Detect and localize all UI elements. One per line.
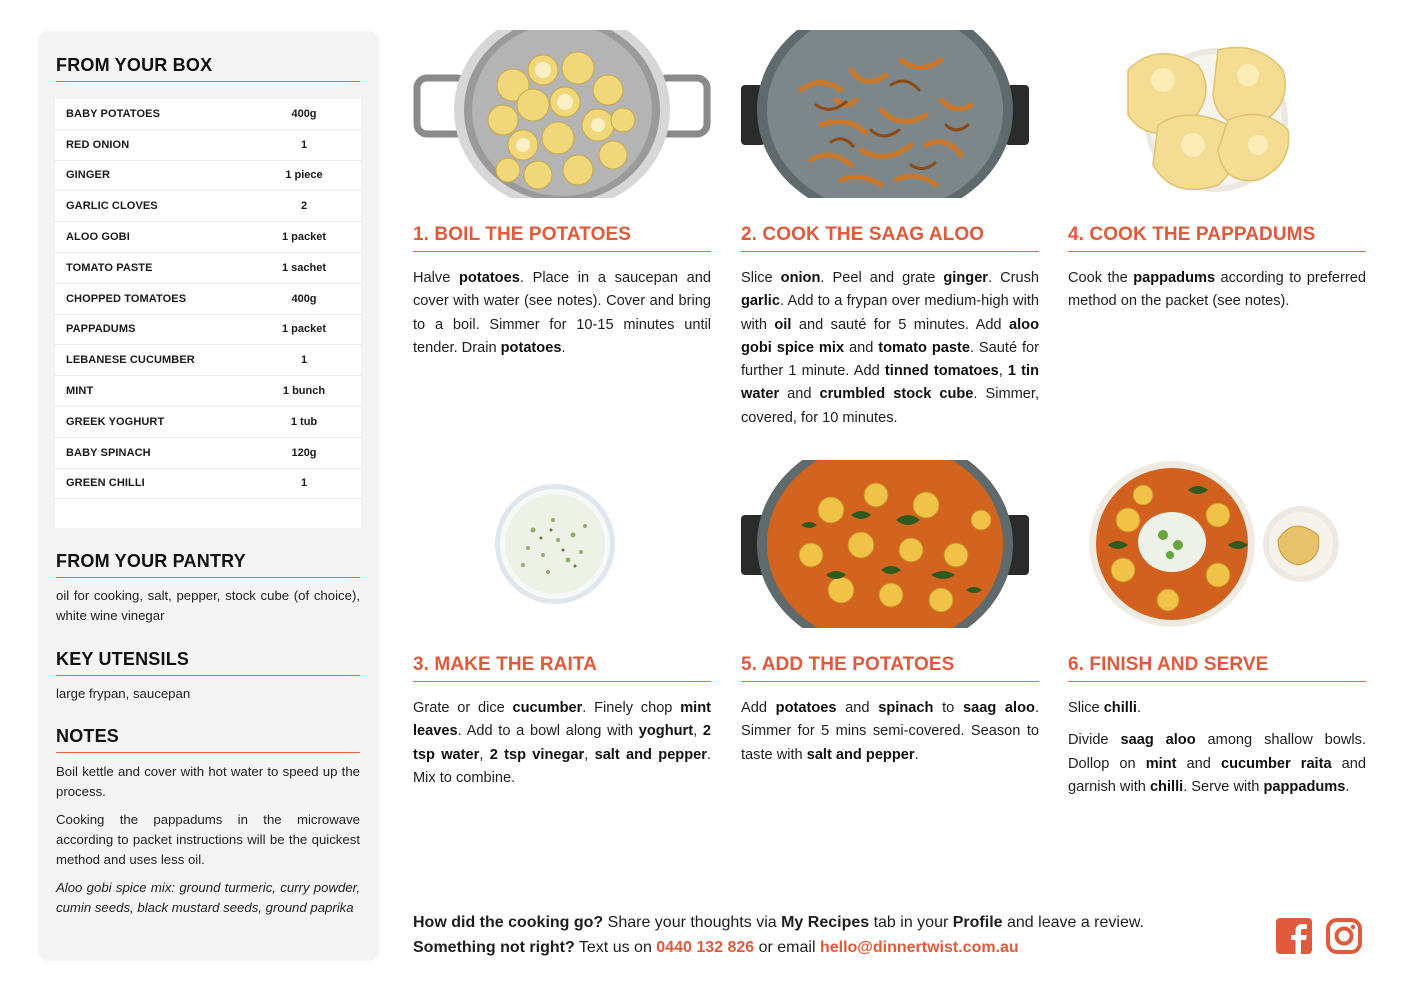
ingredient-quantity: 2 [300, 200, 308, 213]
ingredient-row [55, 376, 361, 407]
ingredient-highlight: 2 tsp vinegar [489, 746, 585, 763]
footer-text: tab in your [869, 914, 953, 931]
facebook-icon[interactable] [1275, 917, 1313, 955]
step-3-text [413, 697, 711, 799]
ingredient-name: BABY SPINACH [66, 446, 151, 459]
pantry-text: oil for cooking, salt, pepper, stock cube (of choice), white wine vinegar [56, 588, 360, 623]
instruction-text: . Simmer, covered, for 10 minutes. [741, 386, 1040, 426]
ingredients-table [55, 99, 361, 528]
ingredient-row [55, 191, 361, 222]
footer-text: Share your thoughts via [603, 914, 782, 931]
ingredient-quantity: 1 piece [285, 169, 323, 182]
note-item: Cooking the pappadums in the microwave according to packet instructions will be the quickest method and uses less oil. [56, 812, 360, 867]
ingredient-name: LEBANESE CUCUMBER [66, 354, 195, 367]
ingredient-row [55, 438, 361, 469]
ingredient-name: TOMATO PASTE [66, 261, 153, 274]
ingredient-row [55, 407, 361, 438]
key-utensils-title: KEY UTENSILS [56, 649, 360, 676]
instruction-text: , [584, 746, 595, 763]
step-paragraph [1068, 697, 1366, 720]
ingredient-row [55, 315, 361, 346]
instagram-icon[interactable] [1325, 917, 1363, 955]
raita-bowl-photo [413, 460, 711, 628]
contact-question: Something not right? [413, 939, 575, 956]
step-2-text [741, 267, 1039, 439]
ingredient-name: CHOPPED TOMATOES [66, 292, 187, 305]
ingredient-name: RED ONION [66, 138, 130, 151]
ingredient-quantity: 1 packet [281, 231, 327, 244]
instruction-text: . Peel and grate [820, 270, 944, 286]
ingredient-highlight: 1 tin water [741, 363, 1039, 403]
instruction-text: Slice [741, 270, 781, 286]
instruction-text: according to preferred method on the packet (see notes). [1068, 270, 1366, 310]
step-paragraph [741, 267, 1039, 430]
instruction-text: and [1176, 755, 1221, 772]
step-4-text [1068, 267, 1366, 323]
ingredient-row [55, 345, 361, 376]
ingredient-quantity: 1 [300, 477, 308, 490]
instruction-text: . [1136, 700, 1141, 716]
ingredient-quantity: 400g [291, 292, 317, 305]
ingredient-highlight: crumbled stock cube [819, 386, 974, 403]
instruction-text: . Simmer for 5 mins semi-covered. Season to taste with [741, 700, 1039, 763]
instruction-text: . [914, 746, 919, 763]
ingredient-highlight: ginger [943, 270, 988, 286]
step-paragraph [741, 697, 1039, 767]
note-item: Aloo gobi spice mix: ground turmeric, curry powder, cumin seeds, black mustard seeds, ground paprika [56, 880, 360, 915]
footer-text: or email [754, 939, 820, 956]
step-6-title: 6. FINISH AND SERVE [1068, 654, 1366, 682]
instruction-text: . Mix to combine. [413, 746, 711, 786]
ingredient-highlight: pappadums [1133, 270, 1216, 286]
ingredient-quantity: 1 packet [281, 323, 327, 336]
ingredient-highlight: saag aloo [962, 700, 1035, 716]
ingredient-row [55, 253, 361, 284]
instruction-text: Cook the [1068, 270, 1134, 286]
instruction-text: . Crush [987, 270, 1039, 286]
ingredient-highlight: potatoes [500, 339, 562, 356]
step-2-title: 2. COOK THE SAAG ALOO [741, 224, 1039, 252]
ingredient-row [55, 99, 361, 130]
from-your-pantry-title: FROM YOUR PANTRY [56, 551, 360, 578]
ingredient-highlight: cucumber [512, 700, 583, 716]
ingredient-name: GARLIC CLOVES [66, 200, 158, 213]
ingredient-row [55, 469, 361, 500]
instruction-text: . Place in a saucepan and cover with water (see notes). Cover and bring to a boil. Simmer for 10-15 minutes until tender. Drain [413, 270, 711, 356]
ingredient-highlight: salt and pepper [594, 746, 707, 763]
ingredient-highlight: mint leaves [413, 700, 711, 740]
instruction-text: Grate or dice [413, 700, 513, 716]
ingredient-highlight: yoghurt [638, 723, 694, 740]
contact-line [413, 935, 1253, 960]
profile-label: Profile [952, 914, 1003, 931]
instruction-text: , [479, 746, 490, 763]
pappadums-photo [1068, 30, 1366, 198]
ingredient-name: ALOO GOBI [66, 231, 130, 244]
ingredient-highlight: potatoes [775, 700, 837, 716]
instruction-text: . [561, 339, 566, 356]
ingredient-name: MINT [66, 385, 94, 398]
instruction-text: Add [741, 700, 776, 716]
ingredient-quantity: 120g [291, 446, 317, 459]
ingredient-row [55, 161, 361, 192]
instruction-text: Halve [413, 270, 460, 286]
ingredient-highlight: saag aloo [1120, 732, 1196, 749]
instruction-text: to [933, 700, 963, 716]
ingredient-name: GREEN CHILLI [66, 477, 145, 490]
ingredient-highlight: pappadums [1263, 778, 1346, 795]
step-paragraph [413, 697, 711, 790]
ingredient-name: GINGER [66, 169, 110, 182]
ingredient-highlight: potatoes [459, 270, 520, 286]
served-dish-photo [1068, 460, 1366, 628]
phone-link[interactable]: 0440 132 826 [656, 939, 755, 956]
ingredient-quantity: 1 bunch [282, 385, 326, 398]
ingredient-row [55, 130, 361, 161]
note-item: Boil kettle and cover with hot water to speed up the process. [56, 764, 360, 799]
ingredient-name: BABY POTATOES [66, 107, 160, 120]
step-5-title: 5. ADD THE POTATOES [741, 654, 1039, 682]
step-1-text [413, 267, 711, 369]
ingredient-quantity: 1 tub [290, 415, 318, 428]
feedback-line [413, 910, 1253, 935]
instruction-text: . Add to a frypan over medium-high with with [741, 293, 1039, 333]
notes-title: NOTES [56, 726, 360, 753]
ingredient-highlight: spinach [878, 700, 934, 716]
ingredient-highlight: chilli [1149, 778, 1184, 795]
step-5-text [741, 697, 1039, 776]
instruction-text: Slice [1068, 700, 1104, 716]
ingredients-sidebar [38, 31, 379, 961]
instruction-text: . [1345, 778, 1350, 795]
instruction-text: Divide [1068, 732, 1121, 749]
step-1-title: 1. BOIL THE POTATOES [413, 224, 711, 252]
utensils-text: large frypan, saucepan [56, 686, 191, 701]
ingredient-highlight: 2 tsp water [413, 723, 711, 763]
ingredient-highlight: tinned tomatoes [884, 363, 999, 380]
ingredient-highlight: onion [780, 270, 821, 286]
email-link[interactable]: hello@dinnertwist.com.au [819, 939, 1019, 956]
instruction-text: and sauté for 5 minutes. Add [791, 316, 1009, 333]
instruction-text: and garnish with [1068, 755, 1366, 795]
instruction-text: , [998, 363, 1008, 380]
my-recipes-label: My Recipes [781, 914, 870, 931]
step-3-title: 3. MAKE THE RAITA [413, 654, 711, 682]
feedback-question: How did the cooking go? [413, 914, 604, 931]
ingredient-highlight: oil [774, 316, 792, 333]
notes-list [56, 762, 360, 926]
footer-text: and leave a review. [1002, 914, 1144, 931]
ingredient-name: GREEK YOGHURT [66, 415, 165, 428]
instruction-text: and [836, 700, 879, 716]
instruction-text: among shallow bowls. Dollop on [1068, 732, 1367, 772]
ingredient-name: PAPPADUMS [66, 323, 136, 336]
ingredient-row [55, 284, 361, 315]
step-paragraph [1068, 267, 1366, 314]
ingredient-highlight: cucumber raita [1220, 755, 1332, 772]
instruction-text: , [693, 723, 703, 740]
instruction-text: . Serve with [1183, 778, 1264, 795]
instruction-text: . Sauté for further 1 minute. Add [741, 339, 1039, 380]
ingredient-highlight: mint [1145, 755, 1177, 772]
ingredient-highlight: salt and pepper [806, 746, 915, 763]
ingredient-quantity: 1 [300, 354, 308, 367]
ingredient-quantity: 400g [291, 107, 317, 120]
step-6-text [1068, 697, 1366, 808]
ingredient-highlight: aloo gobi spice mix [741, 316, 1039, 356]
ingredient-highlight: garlic [741, 293, 780, 310]
ingredient-highlight: tomato paste [878, 339, 970, 356]
ingredient-quantity: 1 sachet [281, 261, 327, 274]
ingredient-row [55, 222, 361, 253]
boiled-potatoes-photo [413, 30, 711, 198]
ingredient-quantity: 1 [300, 138, 308, 151]
instruction-text: . Finely chop [582, 700, 681, 716]
instruction-text: . Add to a bowl along with [457, 723, 639, 740]
step-4-title: 4. COOK THE PAPPADUMS [1068, 224, 1366, 252]
ingredient-highlight: chilli [1103, 700, 1137, 716]
frypan-onions-photo [741, 30, 1029, 198]
step-paragraph [1068, 729, 1366, 799]
feedback-footer [413, 910, 1253, 960]
step-paragraph [413, 267, 711, 360]
instruction-text: and [844, 339, 879, 356]
from-your-box-title: FROM YOUR BOX [56, 55, 360, 82]
footer-text: Text us on [574, 939, 657, 956]
saag-aloo-pan-photo [741, 460, 1029, 628]
instruction-text: and [779, 386, 820, 403]
